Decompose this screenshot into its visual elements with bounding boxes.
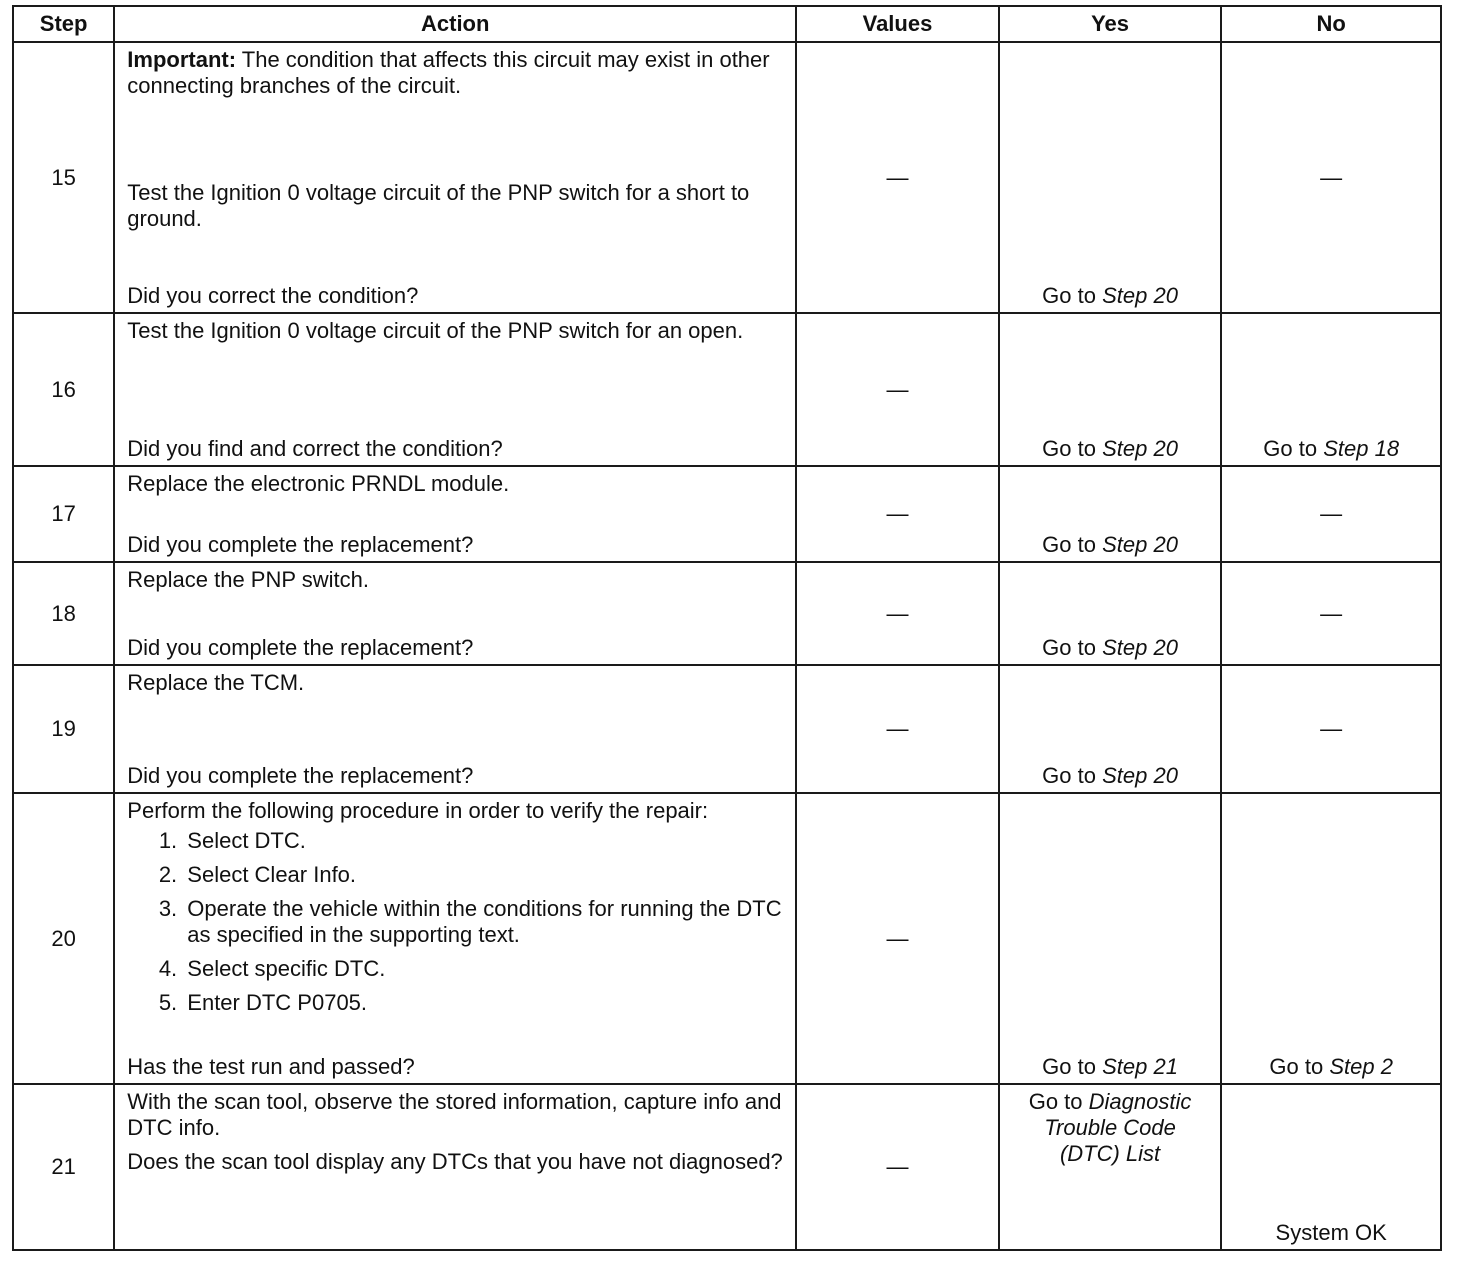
no-link[interactable] (1263, 436, 1399, 462)
no-link[interactable] (1269, 1054, 1393, 1080)
go-to-label: Go to (1042, 283, 1096, 308)
go-to-label: Go to (1042, 763, 1096, 788)
yes-cell (999, 42, 1222, 313)
action-instruction: Replace the PNP switch. (127, 567, 369, 592)
table-row-step-17 (13, 466, 1441, 562)
action-body (127, 798, 783, 1024)
action-instruction: With the scan tool, observe the stored information, capture info and DTC info. (127, 1089, 782, 1140)
action-instruction: Test the Ignition 0 voltage circuit of the PNP switch for a short to ground. (127, 180, 750, 231)
system-ok-text: System OK (1275, 1220, 1387, 1245)
action-instruction: Test the Ignition 0 voltage circuit of the PNP switch for an open. (127, 318, 744, 343)
no-target-step: Step 2 (1329, 1054, 1393, 1079)
table-row-step-16 (13, 313, 1441, 466)
yes-link[interactable] (1042, 635, 1178, 661)
yes-link[interactable] (1012, 1089, 1209, 1167)
step-number: 21 (13, 1084, 114, 1250)
table-row-step-21 (13, 1084, 1441, 1250)
yes-cell (999, 665, 1222, 793)
action-question: Did you correct the condition? (127, 283, 419, 308)
list-item: 5. Enter DTC P0705. (183, 990, 783, 1016)
action-cell (114, 466, 796, 562)
yes-target-step: Step 20 (1102, 436, 1178, 461)
values-dash: — (796, 1084, 999, 1250)
values-dash: — (796, 793, 999, 1084)
list-item: 3. Operate the vehicle within the conditions for running the DTC as specified in the supporting text. (183, 896, 783, 948)
action-cell (114, 665, 796, 793)
table-row-step-18 (13, 562, 1441, 665)
yes-link[interactable] (1042, 532, 1178, 558)
header-values: Values (796, 6, 999, 42)
values-dash: — (796, 466, 999, 562)
list-item: 2. Select Clear Info. (183, 862, 783, 888)
values-dash: — (796, 42, 999, 313)
no-dash: — (1221, 562, 1441, 665)
yes-link[interactable] (1042, 763, 1178, 789)
list-item: 1. Select DTC. (183, 828, 783, 854)
no-cell (1221, 793, 1441, 1084)
header-no: No (1221, 6, 1441, 42)
yes-target-step: Step 20 (1102, 763, 1178, 788)
action-instruction: Perform the following procedure in order to verify the repair: (127, 798, 709, 823)
header-step: Step (13, 6, 114, 42)
yes-cell (999, 562, 1222, 665)
no-cell (1221, 313, 1441, 466)
yes-cell (999, 313, 1222, 466)
values-dash: — (796, 665, 999, 793)
yes-target-step: Step 20 (1102, 532, 1178, 557)
no-target-step: Step 18 (1323, 436, 1400, 461)
important-text: The condition that affects this circuit may exist in other connecting branches of the circuit. (127, 47, 770, 98)
no-dash: — (1221, 665, 1441, 793)
step-number: 18 (13, 562, 114, 665)
no-dash: — (1221, 42, 1441, 313)
yes-cell (999, 466, 1222, 562)
yes-cell (999, 793, 1222, 1084)
no-dash: — (1221, 466, 1441, 562)
table-row-step-15 (13, 42, 1441, 313)
diagnostic-table (12, 5, 1442, 1251)
yes-link[interactable] (1042, 1054, 1178, 1080)
table-row-step-20 (13, 793, 1441, 1084)
header-yes: Yes (999, 6, 1222, 42)
step-number: 15 (13, 42, 114, 313)
step-number: 16 (13, 313, 114, 466)
header-row (13, 6, 1441, 42)
action-cell (114, 313, 796, 466)
values-dash: — (796, 313, 999, 466)
action-question: Does the scan tool display any DTCs that you have not diagnosed? (127, 1149, 783, 1174)
go-to-label: Go to (1042, 436, 1096, 461)
step-number: 17 (13, 466, 114, 562)
action-question: Has the test run and passed? (127, 1054, 415, 1079)
header-action: Action (114, 6, 796, 42)
yes-target-step: Step 20 (1102, 283, 1178, 308)
go-to-label: Go to (1042, 532, 1096, 557)
action-question: Did you complete the replacement? (127, 635, 474, 660)
yes-target-step: Step 21 (1102, 1054, 1178, 1079)
yes-link[interactable] (1042, 436, 1178, 462)
go-to-label: Go to (1263, 436, 1318, 461)
go-to-label: Go to (1042, 635, 1096, 660)
yes-target-list: Diagnostic Trouble Code (DTC) List (1044, 1089, 1192, 1166)
important-note (127, 47, 783, 99)
yes-cell (999, 1084, 1222, 1250)
action-cell (114, 42, 796, 313)
go-to-label: Go to (1028, 1089, 1083, 1114)
action-instruction: Replace the TCM. (127, 670, 305, 695)
list-item: 4. Select specific DTC. (183, 956, 783, 982)
no-cell (1221, 1084, 1441, 1250)
action-question: Did you find and correct the condition? (127, 436, 503, 461)
step-number: 19 (13, 665, 114, 793)
go-to-label: Go to (1269, 1054, 1324, 1079)
action-cell (114, 1084, 796, 1250)
step-number: 20 (13, 793, 114, 1084)
action-question: Did you complete the replacement? (127, 763, 474, 788)
yes-target-step: Step 20 (1102, 635, 1178, 660)
go-to-label: Go to (1042, 1054, 1096, 1079)
action-cell (114, 793, 796, 1084)
yes-link[interactable] (1042, 283, 1178, 309)
procedure-list (127, 828, 783, 1016)
table-row-step-19 (13, 665, 1441, 793)
important-label: Important: (127, 47, 237, 72)
action-instruction: Replace the electronic PRNDL module. (127, 471, 510, 496)
action-cell (114, 562, 796, 665)
values-dash: — (796, 562, 999, 665)
action-question: Did you complete the replacement? (127, 532, 474, 557)
